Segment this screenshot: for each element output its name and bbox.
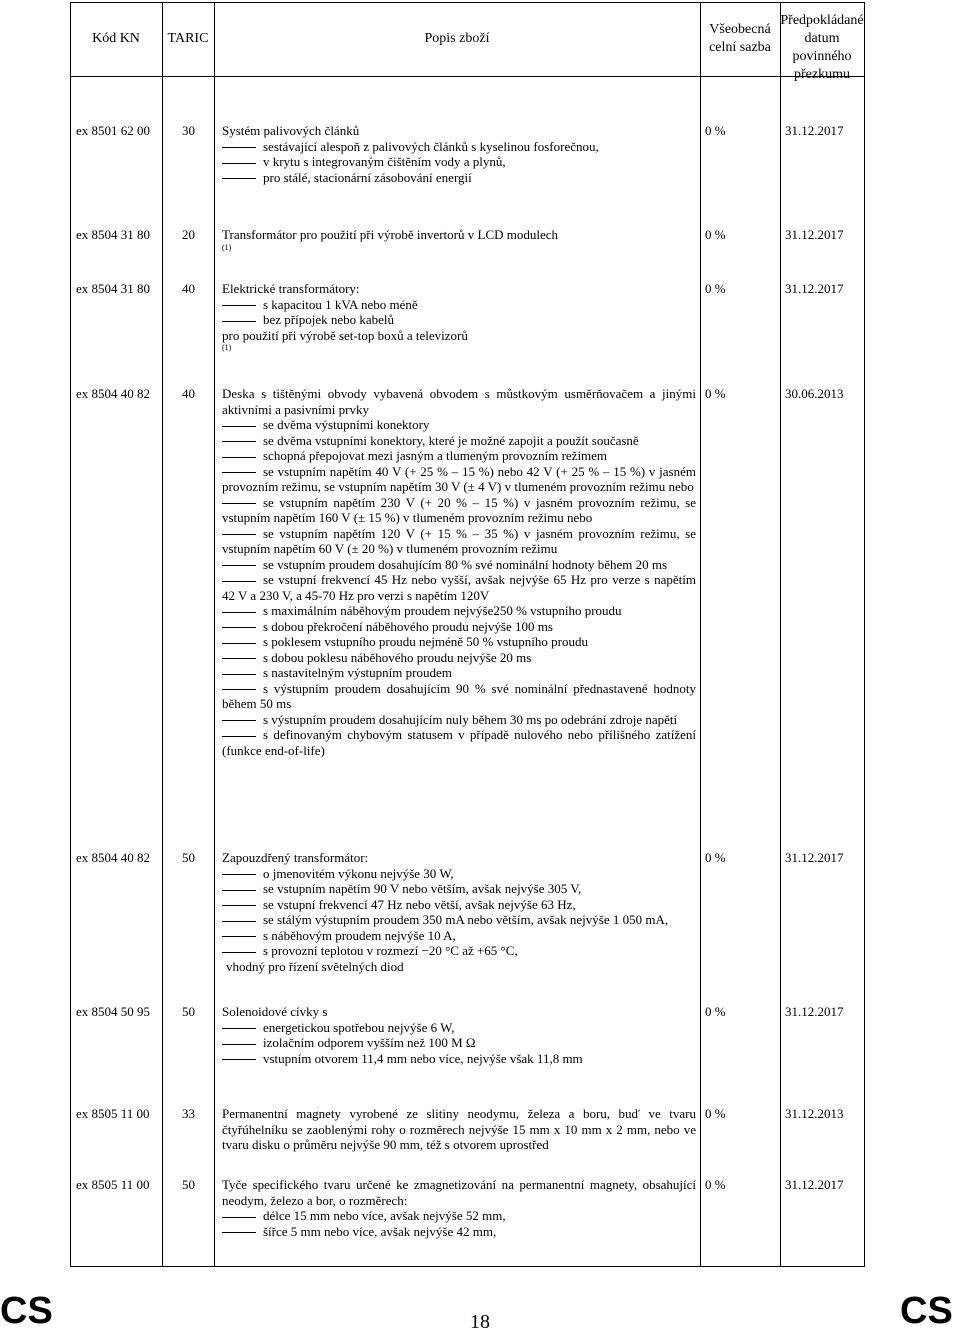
desc-line: s maximálním náběhovým proudem nejvýše250 % vstupního proudu xyxy=(222,603,696,619)
dash-mark xyxy=(222,147,256,148)
header-code: Kód KN xyxy=(92,31,140,46)
header-duty-line2: celní sazba xyxy=(709,40,771,55)
row-description xyxy=(222,227,696,253)
desc-line: se stálým výstupním proudem 350 mA nebo větším, avšak nejvýše 1 050 mA, xyxy=(222,912,696,928)
row-duty: 0 % xyxy=(705,1004,726,1019)
row-taric: 30 xyxy=(182,123,195,138)
dash-mark xyxy=(222,890,256,891)
row-date: 31.12.2013 xyxy=(785,1106,844,1121)
desc-line: vstupním otvorem 11,4 mm nebo více, nejvýše však 11,8 mm xyxy=(222,1051,696,1067)
dash-mark xyxy=(222,1044,256,1045)
dash-mark xyxy=(222,936,256,937)
desc-line: délce 15 mm nebo více, avšak nejvýše 52 mm, xyxy=(222,1208,696,1224)
row-date: 31.12.2017 xyxy=(785,850,844,865)
desc-line: Permanentní magnety vyrobené ze slitiny neodymu, železa a boru, buď ve tvaru čtyřúhelníku se zaoblenými rohy o rozměrech nejvýše 15 mm x 10 mm x 2 mm, nebo ve tvaru disku o průměru nejvýše 90 mm, též s otvorem uprostřed xyxy=(222,1106,696,1152)
desc-line: se vstupní frekvencí 47 Hz nebo větší, avšak nejvýše 63 Hz, xyxy=(222,897,696,913)
desc-line: s poklesem vstupního proudu nejméně 50 % vstupního proudu xyxy=(222,634,696,650)
row-description xyxy=(222,123,696,185)
dash-mark xyxy=(222,321,256,322)
row-description xyxy=(222,386,696,758)
desc-line: s dobou překročení náběhového proudu nejvýše 100 ms xyxy=(222,619,696,635)
dash-mark xyxy=(222,1232,256,1233)
row-taric: 33 xyxy=(182,1106,195,1121)
row-date: 31.12.2017 xyxy=(785,1004,844,1019)
desc-line: se dvěma výstupními konektory xyxy=(222,417,696,433)
header-date-line3: přezkumu xyxy=(794,67,850,82)
col-divider-code-taric xyxy=(162,2,163,1267)
row-description xyxy=(222,850,696,974)
table-top-border xyxy=(70,2,864,3)
header-divider xyxy=(70,76,864,77)
row-date: 31.12.2017 xyxy=(785,123,844,138)
desc-line: s definovaným chybovým statusem v případě nulového nebo přílišného zatížení (funkce end-of-life) xyxy=(222,727,696,758)
row-description xyxy=(222,1004,696,1066)
col-divider-right xyxy=(864,2,865,1267)
desc-line: Elektrické transformátory: xyxy=(222,281,360,296)
row-code: ex 8504 50 95 xyxy=(76,1004,151,1019)
dash-mark xyxy=(222,905,256,906)
header-duty xyxy=(700,21,780,57)
desc-line: pro použití při výrobě set-top boxů a televizorů xyxy=(222,327,468,343)
desc-line: s kapacitou 1 kVA nebo méně xyxy=(222,297,696,313)
desc-line: bez přípojek nebo kabelů xyxy=(222,312,696,328)
desc-line: s výstupním proudem dosahujícím 90 % své nominální přednastavené hodnoty během 50 ms xyxy=(222,680,696,711)
row-code: ex 8505 11 00 xyxy=(76,1177,150,1192)
desc-line: sestávající alespoň z palivových článků s kyselinou fosforečnou, xyxy=(222,139,696,155)
row-taric: 20 xyxy=(182,227,195,242)
row-duty: 0 % xyxy=(705,123,726,138)
dash-mark xyxy=(222,1028,256,1029)
dash-mark xyxy=(222,305,256,306)
desc-line: s provozní teplotou v rozmezí −20 °C až +65 °C, xyxy=(222,943,696,959)
dash-mark xyxy=(222,643,256,644)
desc-line: Solenoidové cívky s xyxy=(222,1004,328,1019)
col-divider-desc-duty xyxy=(700,2,701,1267)
desc-line: vhodný pro řízení světelných diod xyxy=(226,958,404,974)
dash-mark xyxy=(222,426,256,427)
row-taric: 50 xyxy=(182,850,195,865)
desc-line: s výstupním proudem dosahujícím nuly během 30 ms po odebrání zdroje napětí xyxy=(222,712,696,728)
dash-mark xyxy=(222,658,256,659)
desc-line: se dvěma vstupními konektory, které je možné zapojit a použít současně xyxy=(222,433,696,449)
dash-mark xyxy=(222,874,256,875)
desc-line: Systém palivových článků xyxy=(222,123,360,138)
row-code: ex 8504 40 82 xyxy=(76,850,151,865)
desc-line: šířce 5 mm nebo více, avšak nejvýše 42 mm, xyxy=(222,1224,696,1240)
language-code-left: CS xyxy=(0,1290,53,1332)
dash-mark xyxy=(222,689,256,690)
dash-mark xyxy=(222,534,256,535)
row-code: ex 8504 40 82 xyxy=(76,386,151,401)
desc-line: Zapouzdřený transformátor: xyxy=(222,850,369,865)
page-number: 18 xyxy=(470,1311,490,1333)
header-date-line1: Předpokládané xyxy=(780,13,864,28)
row-date: 31.12.2017 xyxy=(785,227,844,242)
row-taric: 50 xyxy=(182,1004,195,1019)
desc-line: se vstupním proudem dosahujícím 80 % své nominální hodnoty během 20 ms xyxy=(222,557,696,573)
dash-mark xyxy=(222,1059,256,1060)
row-date: 31.12.2017 xyxy=(785,1177,844,1192)
header-date-line2: datum povinného xyxy=(792,31,852,64)
desc-line: s náběhovým proudem nejvýše 10 A, xyxy=(222,928,696,944)
row-description xyxy=(222,1106,696,1153)
desc-line: se vstupní frekvencí 45 Hz nebo vyšší, avšak nejvýše 65 Hz pro verze s napětím 42 V a 230 V, a 45-70 Hz pro verzi s napětím 120V xyxy=(222,572,696,603)
row-description xyxy=(222,1177,696,1239)
desc-line: Tyče specifického tvaru určené ke zmagnetizování na permanentní magnety, obsahující neodym, železo a bor, o rozměrech: xyxy=(222,1177,696,1208)
row-code: ex 8505 11 00 xyxy=(76,1106,150,1121)
row-duty: 0 % xyxy=(705,386,726,401)
row-code: ex 8504 31 80 xyxy=(76,281,151,296)
dash-mark xyxy=(222,565,256,566)
dash-mark xyxy=(222,581,256,582)
dash-mark xyxy=(222,674,256,675)
dash-mark xyxy=(222,163,256,164)
desc-line: v krytu s integrovaným čištěním vody a plynů, xyxy=(222,154,696,170)
header-review-date xyxy=(780,12,864,84)
desc-line: pro stálé, stacionární zásobování energií xyxy=(222,170,696,186)
desc-line: se vstupním napětím 230 V (+ 20 % – 15 %) v jasném provozním režimu, se vstupním napětím 160 V (± 15 %) v tlumeném provozním režimu nebo xyxy=(222,494,696,525)
col-divider-duty-date xyxy=(780,2,781,1267)
dash-mark xyxy=(222,441,256,442)
row-date: 31.12.2017 xyxy=(785,281,844,296)
desc-line: se vstupním napětím 120 V (+ 15 % – 35 %) v jasném provozním režimu, se vstupním napětím 60 V (± 20 %) v tlumeném provozním režimu xyxy=(222,525,696,556)
col-divider-taric-desc xyxy=(214,2,215,1267)
dash-mark xyxy=(222,472,256,473)
desc-line: energetickou spotřebou nejvýše 6 W, xyxy=(222,1020,696,1036)
row-duty: 0 % xyxy=(705,1106,726,1121)
dash-mark xyxy=(222,178,256,179)
row-code: ex 8504 31 80 xyxy=(76,227,151,242)
dash-mark xyxy=(222,612,256,613)
dash-mark xyxy=(222,1217,256,1218)
footnote-ref: (1) xyxy=(222,242,232,252)
dash-mark xyxy=(222,457,256,458)
desc-line: s nastavitelným výstupním proudem xyxy=(222,665,696,681)
dash-mark xyxy=(222,503,256,504)
desc-line: Deska s tištěnými obvody vybavená obvodem s můstkovým usměrňovačem a jinými aktivními a pasivními prvky xyxy=(222,386,696,417)
header-description: Popis zboží xyxy=(424,31,490,46)
header-taric: TARIC xyxy=(167,31,209,46)
desc-line: o jmenovitém výkonu nejvýše 30 W, xyxy=(222,866,696,882)
desc-line: se vstupním napětím 40 V (+ 25 % – 15 %) nebo 42 V (+ 25 % – 15 %) v jasném provozním režimu, se vstupním napětím 30 V (± 4 V) v tlumeném provozním režimu nebo xyxy=(222,463,696,494)
footnote-ref: (1) xyxy=(222,343,232,352)
row-duty: 0 % xyxy=(705,850,726,865)
dash-mark xyxy=(222,952,256,953)
dash-mark xyxy=(222,921,256,922)
language-code-right: CS xyxy=(900,1290,953,1332)
desc-line: Transformátor pro použití při výrobě invertorů v LCD modulech xyxy=(222,227,559,242)
desc-line: se vstupním napětím 90 V nebo větším, avšak nejvýše 305 V, xyxy=(222,881,696,897)
row-taric: 50 xyxy=(182,1177,195,1192)
dash-mark xyxy=(222,720,256,721)
desc-line: s dobou poklesu náběhového proudu nejvýše 20 ms xyxy=(222,650,696,666)
row-duty: 0 % xyxy=(705,281,726,296)
dash-mark xyxy=(222,627,256,628)
table-bottom-border xyxy=(70,1266,864,1267)
row-duty: 0 % xyxy=(705,1177,726,1192)
header-duty-line1: Všeobecná xyxy=(709,22,771,37)
row-taric: 40 xyxy=(182,386,195,401)
row-duty: 0 % xyxy=(705,227,726,242)
dash-mark xyxy=(222,736,256,737)
row-taric: 40 xyxy=(182,281,195,296)
row-code: ex 8501 62 00 xyxy=(76,123,151,138)
desc-line: schopná přepojovat mezi jasným a tlumeným provozním režimem xyxy=(222,448,696,464)
row-description xyxy=(222,281,696,353)
row-date: 30.06.2013 xyxy=(785,386,844,401)
col-divider-left xyxy=(70,2,71,1267)
desc-line: izolačním odporem vyšším než 100 M Ω xyxy=(222,1035,696,1051)
